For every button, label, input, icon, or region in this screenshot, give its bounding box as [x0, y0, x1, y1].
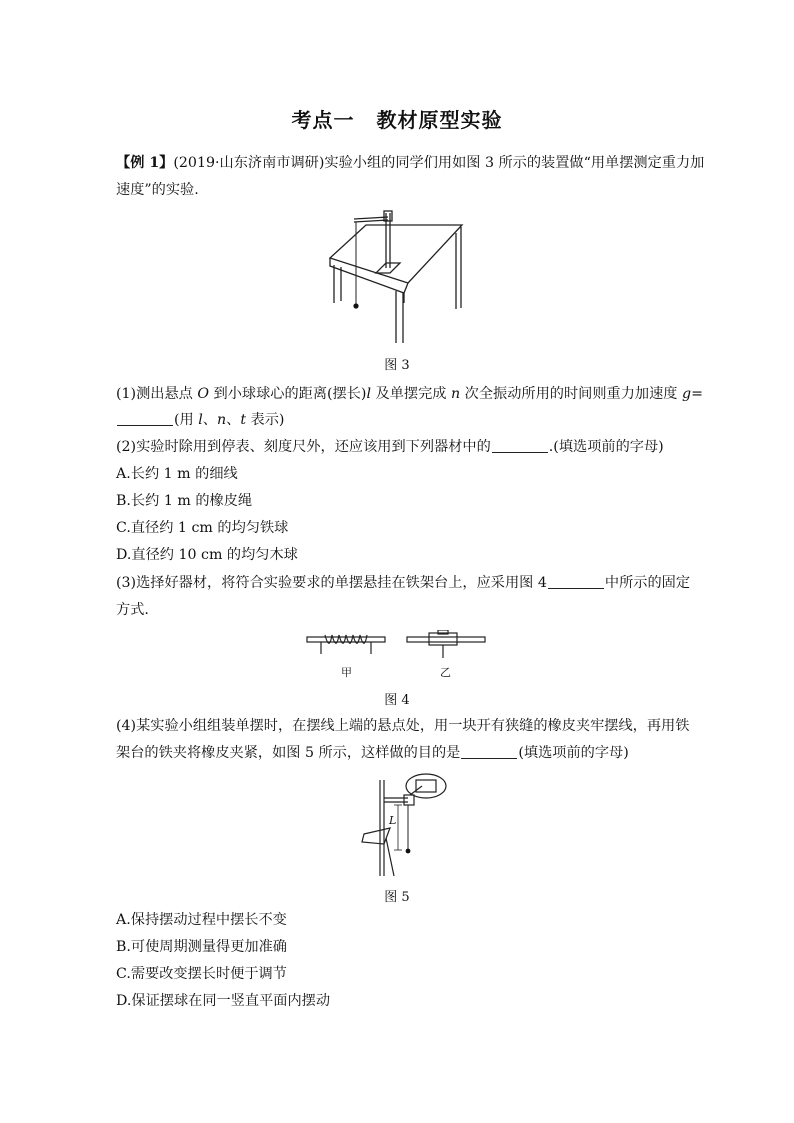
- question-4-line1: (4)某实验小组组装单摆时，在摆线上端的悬点处，用一块开有狭缝的橡皮夹牢摆线，再用铁: [116, 718, 690, 734]
- question-3-line1: (3)选择好器材，将符合实验要求的单摆悬挂在铁架台上，应采用图 4 中所示的固定: [116, 575, 691, 591]
- example-intro-line2: 速度”的实验.: [116, 182, 199, 198]
- question-1-line1: (1)测出悬点 O 到小球球心的距离(摆长)l 及单摆完成 n 次全振动所用的时间则重力加速度 g=: [116, 386, 703, 402]
- answer-blank-3: [548, 574, 604, 589]
- question-2-option-b: B.长约 1 m 的橡皮绳: [116, 493, 253, 509]
- question-4-option-c: C.需要改变摆长时便于调节: [116, 966, 287, 982]
- figure-5-clamp-detail: [360, 772, 450, 877]
- title-part1: 考点一: [291, 108, 355, 132]
- figure-4-suspension-methods: [305, 630, 505, 660]
- example-intro-line1: [116, 153, 705, 173]
- example-source: (2019·山东济南市调研): [173, 155, 325, 171]
- question-4-option-b: B.可使周期测量得更加准确: [116, 939, 287, 955]
- figure-3-apparatus: [320, 205, 480, 345]
- answer-blank-2: [492, 438, 548, 453]
- example-tag: 【例 1】: [116, 155, 174, 171]
- section-title: [0, 104, 794, 133]
- figure-4-caption: 图 4: [384, 693, 410, 708]
- figure-4-label-jia: 甲: [341, 666, 352, 679]
- answer-blank-4: [461, 744, 517, 759]
- example-text-1: 实验小组的同学们用如图 3 所示的装置做“用单摆测定重力加: [324, 155, 705, 171]
- question-1-line2: (用 l、n、t 表示): [116, 410, 686, 430]
- figure-3-caption: 图 3: [384, 358, 410, 373]
- question-4-option-a: A.保持摆动过程中摆长不变: [116, 912, 287, 928]
- question-3-line2: 方式.: [116, 602, 149, 618]
- question-2-option-c: C.直径约 1 cm 的均匀铁球: [116, 520, 289, 536]
- question-4-option-d: D.保证摆球在同一竖直平面内摆动: [116, 993, 331, 1009]
- answer-blank-1: [117, 411, 173, 426]
- question-2-option-d: D.直径约 10 cm 的均匀木球: [116, 547, 298, 563]
- figure-5-caption: 图 5: [384, 890, 410, 905]
- figure-4-label-yi: 乙: [440, 666, 451, 679]
- title-part2: 教材原型实验: [376, 108, 503, 132]
- question-2: (2)实验时除用到停表、刻度尺外，还应该用到下列器材中的 .(填选项前的字母): [116, 439, 664, 455]
- question-4-line2: 架台的铁夹将橡皮夹紧，如图 5 所示，这样做的目的是 (填选项前的字母): [116, 745, 629, 761]
- question-2-option-a: A.长约 1 m 的细线: [116, 466, 238, 482]
- figure-5-label-L: L: [389, 814, 397, 827]
